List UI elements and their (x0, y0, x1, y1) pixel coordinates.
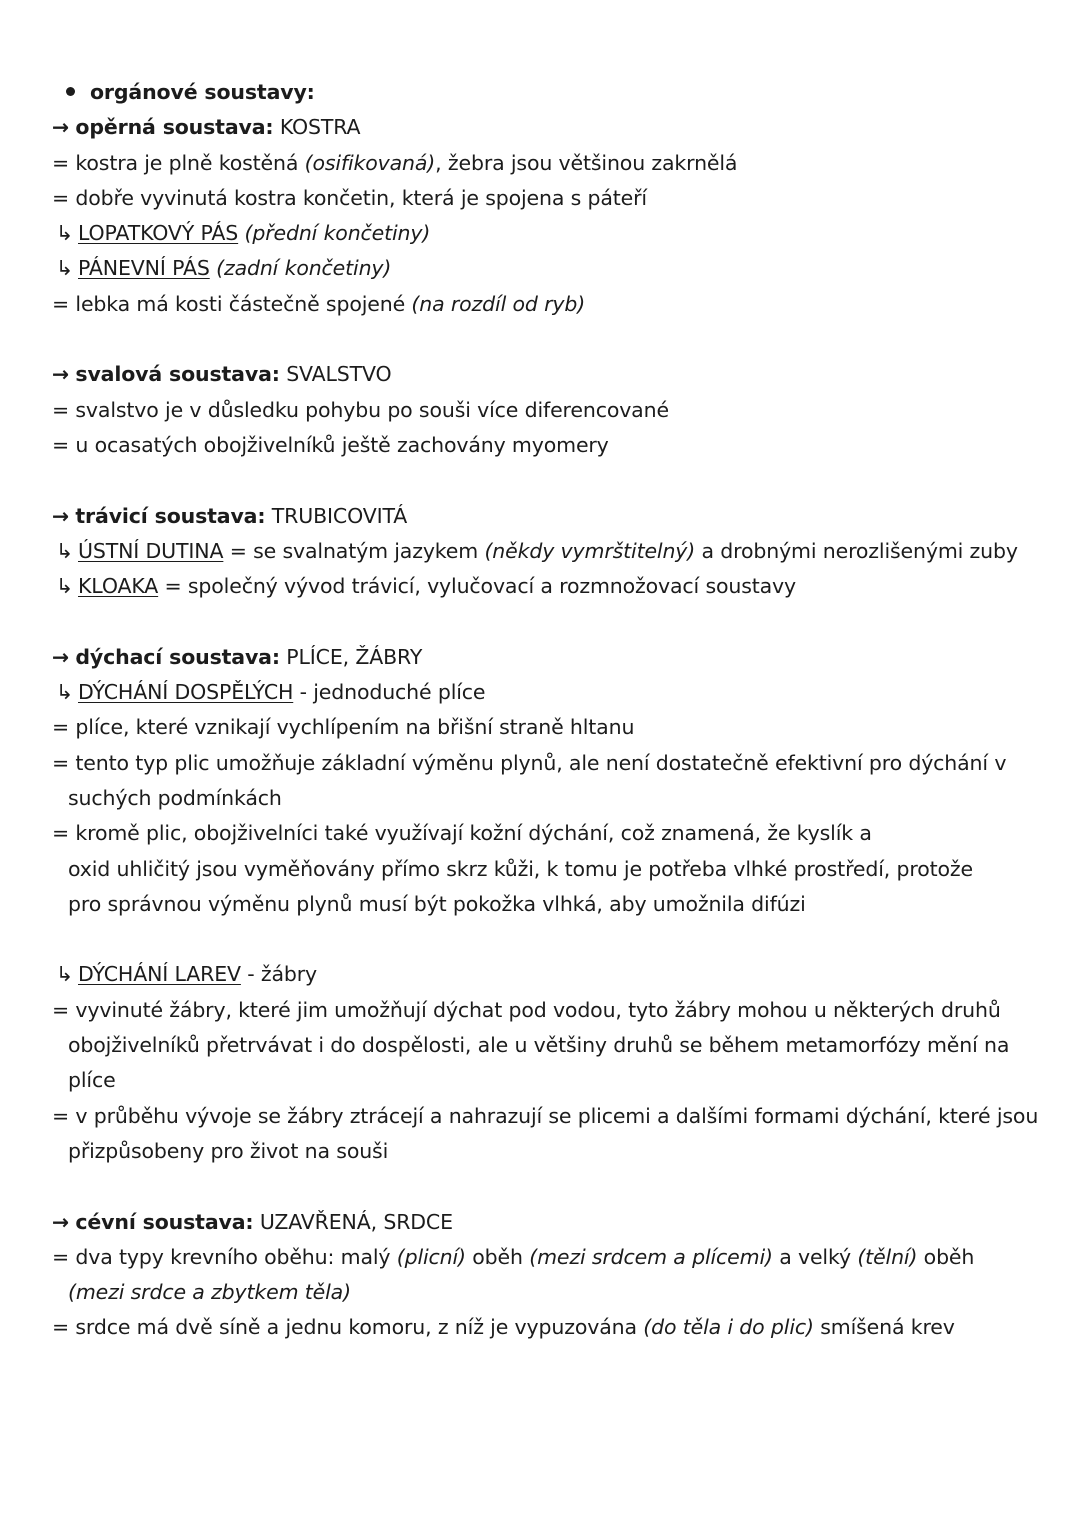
text-run: smíšená krev (813, 1315, 955, 1340)
text-run: suchých podmínkách (68, 785, 282, 810)
text-run: srdce má dvě síně a jednu komoru, z níž je vypuzována (75, 1315, 644, 1340)
text-line (52, 816, 1042, 851)
spacer (52, 463, 1042, 498)
equals-prefix: = (52, 397, 70, 422)
text-run: lebka má kosti částečně spojené (75, 291, 412, 316)
text-line (52, 428, 1042, 463)
section-value: UZAVŘENÁ, SRDCE (259, 1209, 453, 1234)
text-run: - jednoduché plíce (293, 680, 486, 705)
text-run: plíce (68, 1068, 116, 1093)
text-run: svalstvo je v důsledku pohybu po souši více diferencované (75, 397, 669, 422)
equals-prefix: = (52, 750, 70, 775)
text-run: vyvinuté žábry, které jim umožňují dýchat pod vodou, tyto žábry mohou u některých druhů (75, 997, 1001, 1022)
equals-prefix: = (52, 1103, 70, 1128)
text-line (52, 393, 1042, 428)
sub-arrow-icon: ↳ (56, 221, 74, 246)
continuation-line (52, 852, 1042, 887)
text-run: - žábry (240, 962, 318, 987)
italic-note: (plicní) (396, 1244, 466, 1269)
continuation-line (52, 781, 1042, 816)
sub-arrow-icon: ↳ (56, 574, 74, 599)
arrow-icon: → (52, 115, 70, 140)
arrow-icon: → (52, 503, 70, 528)
underlined-term: LOPATKOVÝ PÁS (78, 221, 239, 246)
sub-arrow-icon: ↳ (56, 680, 74, 705)
sub-item-line (52, 957, 1042, 992)
sub-item-line (52, 534, 1042, 569)
text-run: obojživelníků přetrvávat i do dospělosti, ale u většiny druhů se během metamorfózy mění na (68, 1033, 1010, 1058)
sub-item-line (52, 251, 1042, 286)
text-run: dobře vyvinutá kostra končetin, která je spojena s páteří (75, 185, 647, 210)
sub-arrow-icon: ↳ (56, 962, 74, 987)
italic-note: (mezi srdcem a plícemi) (529, 1244, 773, 1269)
italic-note: (mezi srdce a zbytkem těla) (68, 1280, 351, 1305)
italic-note: (přední končetiny) (244, 221, 431, 246)
sub-item-line (52, 216, 1042, 251)
arrow-icon: → (52, 644, 70, 669)
section-title-cevni (52, 1205, 1042, 1240)
text-run: a drobnými nerozlišenými zuby (695, 538, 1018, 563)
continuation-line (52, 1063, 1042, 1098)
sub-item-line (52, 569, 1042, 604)
equals-prefix: = (52, 1315, 70, 1340)
arrow-icon: → (52, 362, 70, 387)
section-title: svalová soustava: (75, 362, 280, 387)
text-run: oběh (917, 1244, 975, 1269)
text-run: kostra je plně kostěná (75, 150, 305, 175)
text-run: , žebra jsou většinou zakrnělá (435, 150, 738, 175)
text-line (52, 146, 1042, 181)
spacer (52, 604, 1042, 639)
equals-prefix: = (52, 715, 70, 740)
section-value: SVALSTVO (286, 362, 392, 387)
sub-arrow-icon: ↳ (56, 538, 74, 563)
section-title: opěrná soustava: (75, 115, 274, 140)
text-run: = společný vývod trávicí, vylučovací a rozmnožovací soustavy (158, 574, 797, 599)
equals-prefix: = (52, 1244, 70, 1269)
italic-note: (zadní končetiny) (216, 256, 392, 281)
underlined-term: PÁNEVNÍ PÁS (78, 256, 210, 281)
section-title-svalova (52, 357, 1042, 392)
text-line (52, 993, 1042, 1028)
section-title-travici (52, 499, 1042, 534)
text-line (52, 181, 1042, 216)
text-line (52, 746, 1042, 781)
text-run: plíce, které vznikají vychlípením na břišní straně hltanu (75, 715, 635, 740)
section-value: PLÍCE, ŽÁBRY (286, 644, 423, 669)
heading-text: orgánové soustavy: (90, 80, 315, 104)
continuation-line (52, 1275, 1042, 1310)
text-run: přizpůsobeny pro život na souši (68, 1138, 389, 1163)
equals-prefix: = (52, 821, 70, 846)
equals-prefix: = (52, 185, 70, 210)
continuation-line (52, 887, 1042, 922)
sub-item-line (52, 675, 1042, 710)
continuation-line (52, 1028, 1042, 1063)
section-value: TRUBICOVITÁ (271, 503, 408, 528)
spacer (52, 322, 1042, 357)
text-line (52, 287, 1042, 322)
arrow-icon: → (52, 1209, 70, 1234)
equals-prefix: = (52, 291, 70, 316)
italic-note: (na rozdíl od ryb) (411, 291, 586, 316)
sub-arrow-icon: ↳ (56, 256, 74, 281)
text-run: kromě plic, obojživelníci také využívají kožní dýchání, což znamená, že kyslík a (75, 821, 872, 846)
text-line (52, 1310, 1042, 1345)
underlined-term: DÝCHÁNÍ DOSPĚLÝCH (78, 680, 294, 705)
underlined-term: DÝCHÁNÍ LAREV (78, 962, 241, 987)
spacer (52, 922, 1042, 957)
continuation-line (52, 1134, 1042, 1169)
section-title: cévní soustava: (75, 1209, 254, 1234)
text-line (52, 1240, 1042, 1275)
notes-document (52, 75, 1042, 1346)
section-title-operna (52, 110, 1042, 145)
text-run: = se svalnatým jazykem (223, 538, 485, 563)
text-line (52, 710, 1042, 745)
equals-prefix: = (52, 432, 70, 457)
equals-prefix: = (52, 997, 70, 1022)
italic-note: (někdy vymrštitelný) (484, 538, 696, 563)
spacer (52, 1169, 1042, 1204)
text-run: dva typy krevního oběhu: malý (75, 1244, 397, 1269)
text-run: u ocasatých obojživelníků ještě zachovány myomery (75, 432, 609, 457)
italic-note: (tělní) (857, 1244, 918, 1269)
text-line (52, 1099, 1042, 1134)
heading-line (52, 75, 1042, 110)
section-title: trávicí soustava: (75, 503, 266, 528)
text-run: oběh (465, 1244, 530, 1269)
equals-prefix: = (52, 150, 70, 175)
section-value: KOSTRA (279, 115, 361, 140)
italic-note: (osifikovaná) (304, 150, 436, 175)
underlined-term: KLOAKA (78, 574, 159, 599)
text-run: v průběhu vývoje se žábry ztrácejí a nahrazují se plicemi a dalšími formami dýchání, které jsou (75, 1103, 1039, 1128)
text-run: tento typ plic umožňuje základní výměnu plynů, ale není dostatečně efektivní pro dýchání v (75, 750, 1007, 775)
underlined-term: ÚSTNÍ DUTINA (78, 538, 224, 563)
bullet-dot-icon (66, 87, 75, 96)
section-title-dychaci (52, 640, 1042, 675)
text-run: pro správnou výměnu plynů musí být pokožka vlhká, aby umožnila difúzi (68, 891, 806, 916)
section-title: dýchací soustava: (75, 644, 280, 669)
text-run: a velký (772, 1244, 858, 1269)
italic-note: (do těla i do plic) (643, 1315, 814, 1340)
text-run: oxid uhličitý jsou vyměňovány přímo skrz kůži, k tomu je potřeba vlhké prostředí, protože (68, 856, 973, 881)
